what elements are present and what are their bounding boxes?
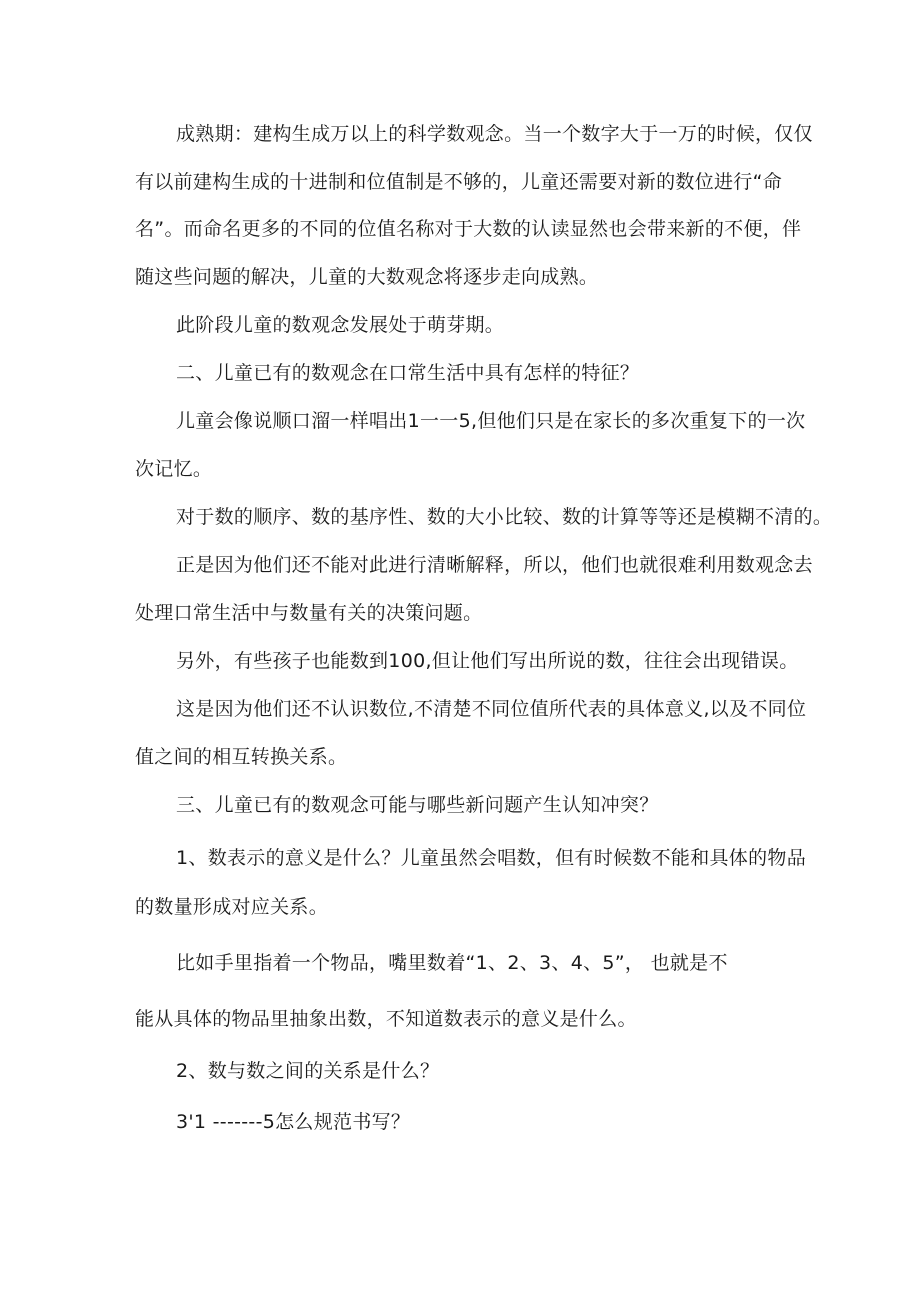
- paragraph-line: 的数量形成对应关系。: [135, 896, 329, 918]
- section-heading: 二、儿童已有的数观念在口常生活中具有怎样的特征？: [176, 362, 640, 384]
- paragraph-line: 处理口常生活中与数量有关的决策问题。: [135, 602, 483, 624]
- paragraph-line: 1、数表示的意义是什么？儿童虽然会唱数，但有时候数不能和具体的物品: [176, 847, 806, 869]
- paragraph-line: 正是因为他们还不能对此进行清晰解释，所以，他们也就很难利用数观念去: [176, 554, 813, 576]
- paragraph-line: 此阶段儿童的数观念发展处于萌芽期。: [176, 314, 505, 336]
- paragraph-line: 值之间的相互转换关系。: [135, 746, 348, 768]
- paragraph-line: 有以前建构生成的十进制和位值制是不够的，儿童还需要对新的数位进行“命: [135, 171, 783, 193]
- paragraph-line: 这是因为他们还不认识数位,不清楚不同位值所代表的具体意义,以及不同位: [176, 698, 807, 720]
- paragraph-line: 能从具体的物品里抽象出数，不知道数表示的意义是什么。: [135, 1008, 637, 1030]
- paragraph-line: 对于数的顺序、数的基序性、数的大小比较、数的计算等等还是模糊不清的。: [176, 506, 833, 528]
- paragraph-line: 随这些问题的解决，儿童的大数观念将逐步走向成熟。: [135, 266, 599, 288]
- paragraph-line: 儿童会像说顺口溜一样唱出1一一5,但他们只是在家长的多次重复下的一次: [176, 410, 806, 432]
- paragraph-line: 3'1 -------5怎么规范书写？: [176, 1111, 411, 1133]
- paragraph-line: 名”。而命名更多的不同的位值名称对于大数的认读显然也会带来新的不便，伴: [135, 218, 802, 240]
- paragraph-line: 另外，有些孩子也能数到100,但让他们写出所说的数，往往会出现错误。: [176, 650, 799, 672]
- section-heading: 三、儿童已有的数观念可能与哪些新问题产生认知冲突？: [176, 794, 659, 816]
- paragraph-line: 比如手里指着一个物品，嘴里数着“1、2、3、4、5”， 也就是不: [176, 952, 728, 974]
- paragraph-line: 成熟期：建构生成万以上的科学数观念。当一个数字大于一万的时候，仅仅: [176, 123, 813, 145]
- paragraph-line: 2、数与数之间的关系是什么？: [176, 1060, 440, 1082]
- paragraph-line: 次记忆。: [135, 458, 213, 480]
